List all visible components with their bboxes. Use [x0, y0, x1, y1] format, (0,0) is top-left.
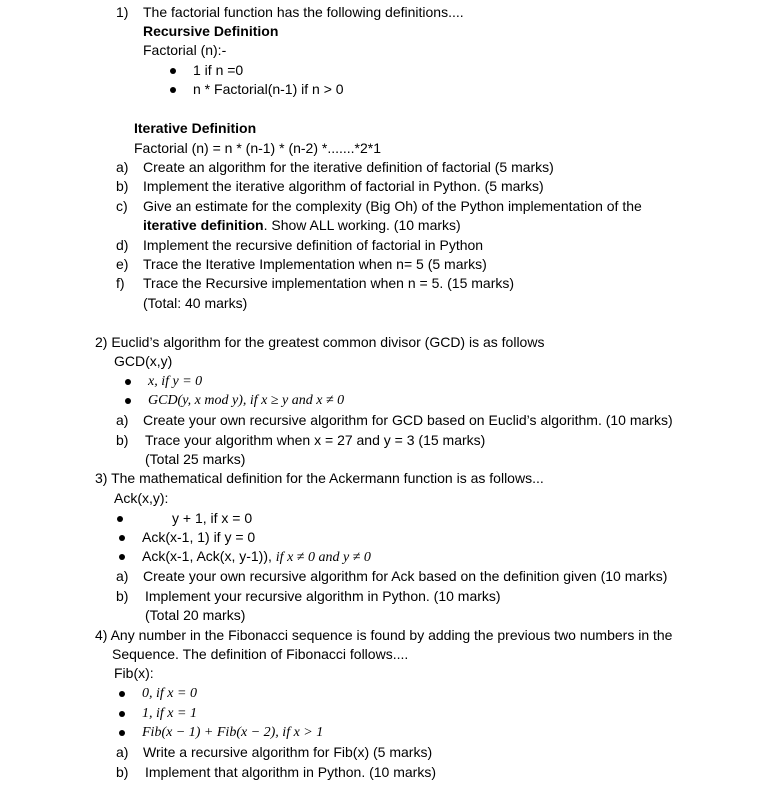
q1-part-a-letter: a) [116, 159, 129, 175]
q2-total: (Total 25 marks) [145, 451, 246, 467]
q3-case-3-math: if x ≠ 0 and y ≠ 0 [275, 550, 371, 565]
q1-part-c-letter: c) [116, 198, 128, 214]
q3-part-a-letter: a) [116, 568, 129, 584]
q1-recursive-case-2: n * Factorial(n-1) if n > 0 [193, 81, 344, 97]
q4-part-a-letter: a) [116, 744, 129, 760]
q4-part-b-letter: b) [116, 764, 129, 780]
q2-label: GCD(x,y) [114, 353, 173, 369]
q1-factorial-label: Factorial (n):- [143, 42, 227, 58]
q3-case-2: Ack(x-1, 1) if y = 0 [142, 529, 256, 545]
q1-recursive-case-1: 1 if n =0 [193, 62, 244, 78]
q1-part-d-letter: d) [116, 237, 129, 253]
q1-part-b: Implement the iterative algorithm of factorial in Python. (5 marks) [143, 178, 544, 194]
q4-label: Fib(x): [114, 665, 154, 681]
q1-part-f: Trace the Recursive implementation when n = 5. (15 marks) [143, 275, 515, 291]
q1-part-e-letter: e) [116, 256, 129, 272]
q2-part-a: Create your own recursive algorithm for GCD based on Euclid’s algorithm. (10 marks) [143, 412, 673, 428]
q4-intro-2: Sequence. The definition of Fibonacci follows.... [112, 646, 409, 662]
q4-part-b: Implement that algorithm in Python. (10 marks) [145, 764, 437, 780]
q1-recursive-heading: Recursive Definition [143, 23, 279, 39]
q2-part-b-letter: b) [116, 432, 129, 448]
q1-part-a: Create an algorithm for the iterative definition of factorial (5 marks) [143, 159, 554, 175]
q3-case-1: y + 1, if x = 0 [172, 510, 253, 526]
q3-intro: 3) The mathematical definition for the Ackermann function is as follows... [95, 470, 544, 486]
q4-case-2: 1, if x = 1 [142, 706, 197, 721]
q1-number: 1) [116, 4, 129, 20]
q1-part-e: Trace the Iterative Implementation when n= 5 (5 marks) [143, 256, 487, 272]
q1-total: (Total: 40 marks) [143, 295, 248, 311]
q2-part-b: Trace your algorithm when x = 27 and y = 3 (15 marks) [145, 432, 486, 448]
q3-case-1-bullet [117, 510, 123, 527]
q3-label: Ack(x,y): [114, 490, 169, 506]
q2-case-1: x, if y = 0 [148, 374, 203, 389]
q1-part-c-cont [143, 217, 461, 234]
q1-part-c-rest: . Show ALL working. (10 marks) [263, 217, 461, 233]
q1-iterative-formula: Factorial (n) = n * (n-1) * (n-2) *.......*2*1 [134, 140, 382, 156]
q3-part-b: Implement your recursive algorithm in Python. (10 marks) [145, 588, 501, 604]
q4-intro: 4) Any number in the Fibonacci sequence is found by adding the previous two numbers in the [95, 627, 673, 643]
q3-part-b-letter: b) [116, 588, 129, 604]
q1-part-c-bold: iterative definition [143, 217, 264, 233]
q2-part-a-letter: a) [116, 412, 129, 428]
q2-intro: 2) Euclid’s algorithm for the greatest common divisor (GCD) is as follows [95, 334, 545, 350]
q2-case-2: GCD(y, x mod y), if x ≥ y and x ≠ 0 [148, 393, 345, 408]
q3-case-3-text: Ack(x-1, Ack(x, y-1)), [142, 548, 276, 564]
q3-part-a: Create your own recursive algorithm for Ack based on the definition given (10 marks) [143, 568, 668, 584]
q1-part-c: Give an estimate for the complexity (Big Oh) of the Python implementation of the [143, 198, 642, 214]
q3-case-3 [142, 548, 371, 566]
q4-part-a: Write a recursive algorithm for Fib(x) (5 marks) [143, 744, 433, 760]
q4-case-3: Fib(x − 1) + Fib(x − 2), if x > 1 [142, 725, 324, 740]
q3-total: (Total 20 marks) [145, 607, 246, 623]
q1-part-d: Implement the recursive definition of factorial in Python [143, 237, 484, 253]
q1-iterative-heading: Iterative Definition [134, 120, 257, 136]
q4-case-1: 0, if x = 0 [142, 686, 197, 701]
q1-part-b-letter: b) [116, 178, 129, 194]
q1-part-f-letter: f) [116, 275, 125, 291]
q1-intro: The factorial function has the following definitions.... [143, 4, 464, 20]
